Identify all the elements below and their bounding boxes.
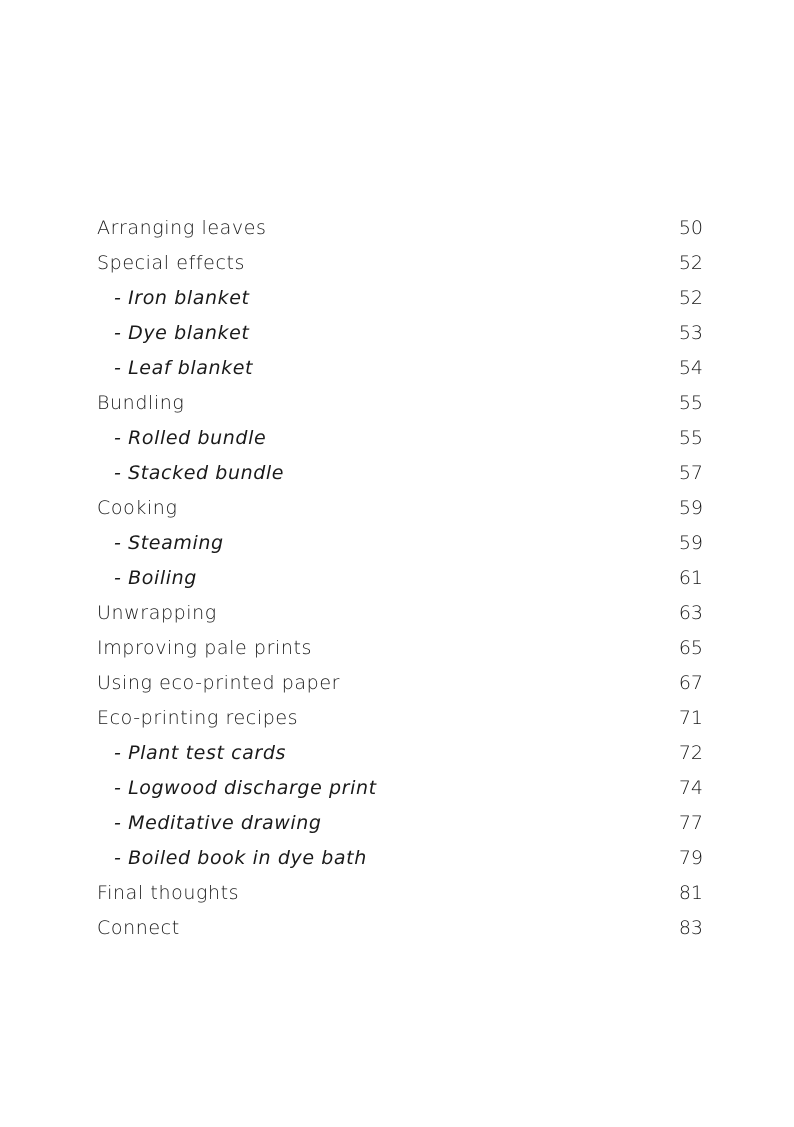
- toc-entry: [97, 631, 703, 666]
- toc-subentry: [97, 351, 703, 386]
- toc-subentry-title: - Logwood discharge print: [114, 777, 377, 799]
- toc-entry: [97, 701, 703, 736]
- toc-entry-page-number: 71: [678, 707, 703, 729]
- toc-entry-title: Unwrapping: [97, 602, 217, 624]
- table-of-contents: [97, 211, 703, 946]
- toc-entry-page-number: 52: [678, 252, 703, 274]
- toc-subentry: [97, 421, 703, 456]
- toc-entry-page-number: 67: [678, 672, 703, 694]
- toc-subentry-page-number: 53: [678, 322, 703, 344]
- toc-entry: [97, 666, 703, 701]
- toc-subentry: [97, 771, 703, 806]
- toc-subentry-title: - Dye blanket: [114, 322, 250, 344]
- toc-subentry-title: - Iron blanket: [114, 287, 250, 309]
- toc-entry-title: Eco-printing recipes: [97, 707, 299, 729]
- toc-entry-page-number: 81: [678, 882, 703, 904]
- toc-entry-title: Bundling: [97, 392, 185, 414]
- toc-subentry-title: - Leaf blanket: [114, 357, 254, 379]
- toc-subentry-page-number: 52: [678, 287, 703, 309]
- toc-subentry: [97, 806, 703, 841]
- toc-entry: [97, 491, 703, 526]
- toc-subentry-page-number: 59: [678, 532, 703, 554]
- toc-entry: [97, 596, 703, 631]
- toc-subentry-page-number: 54: [678, 357, 703, 379]
- toc-subentry-page-number: 74: [678, 777, 703, 799]
- toc-subentry-title: - Plant test cards: [114, 742, 286, 764]
- toc-subentry: [97, 841, 703, 876]
- toc-entry-title: Connect: [97, 917, 180, 939]
- toc-entry-title: Cooking: [97, 497, 178, 519]
- toc-subentry-title: - Boiling: [114, 567, 197, 589]
- toc-entry-page-number: 65: [678, 637, 703, 659]
- toc-subentry-page-number: 61: [678, 567, 703, 589]
- toc-entry: [97, 386, 703, 421]
- toc-entry-title: Improving pale prints: [97, 637, 313, 659]
- toc-subentry: [97, 281, 703, 316]
- toc-entry-title: Arranging leaves: [97, 217, 267, 239]
- toc-entry-page-number: 59: [678, 497, 703, 519]
- toc-entry-title: Special effects: [97, 252, 246, 274]
- toc-subentry: [97, 456, 703, 491]
- toc-entry-page-number: 55: [678, 392, 703, 414]
- toc-entry-page-number: 63: [678, 602, 703, 624]
- toc-subentry-page-number: 79: [678, 847, 703, 869]
- toc-subentry-page-number: 77: [678, 812, 703, 834]
- toc-entry-page-number: 83: [678, 917, 703, 939]
- toc-subentry: [97, 526, 703, 561]
- toc-entry: [97, 911, 703, 946]
- toc-subentry: [97, 561, 703, 596]
- toc-subentry-page-number: 57: [678, 462, 703, 484]
- toc-entry-title: Final thoughts: [97, 882, 240, 904]
- toc-entry-title: Using eco-printed paper: [97, 672, 341, 694]
- toc-subentry-page-number: 55: [678, 427, 703, 449]
- toc-subentry-title: - Steaming: [114, 532, 224, 554]
- toc-subentry-page-number: 72: [678, 742, 703, 764]
- toc-subentry-title: - Stacked bundle: [114, 462, 285, 484]
- toc-entry: [97, 246, 703, 281]
- toc-subentry: [97, 316, 703, 351]
- toc-subentry-title: - Meditative drawing: [114, 812, 322, 834]
- toc-subentry-title: - Rolled bundle: [114, 427, 267, 449]
- toc-entry: [97, 211, 703, 246]
- toc-entry-page-number: 50: [678, 217, 703, 239]
- toc-entry: [97, 876, 703, 911]
- toc-subentry-title: - Boiled book in dye bath: [114, 847, 367, 869]
- toc-subentry: [97, 736, 703, 771]
